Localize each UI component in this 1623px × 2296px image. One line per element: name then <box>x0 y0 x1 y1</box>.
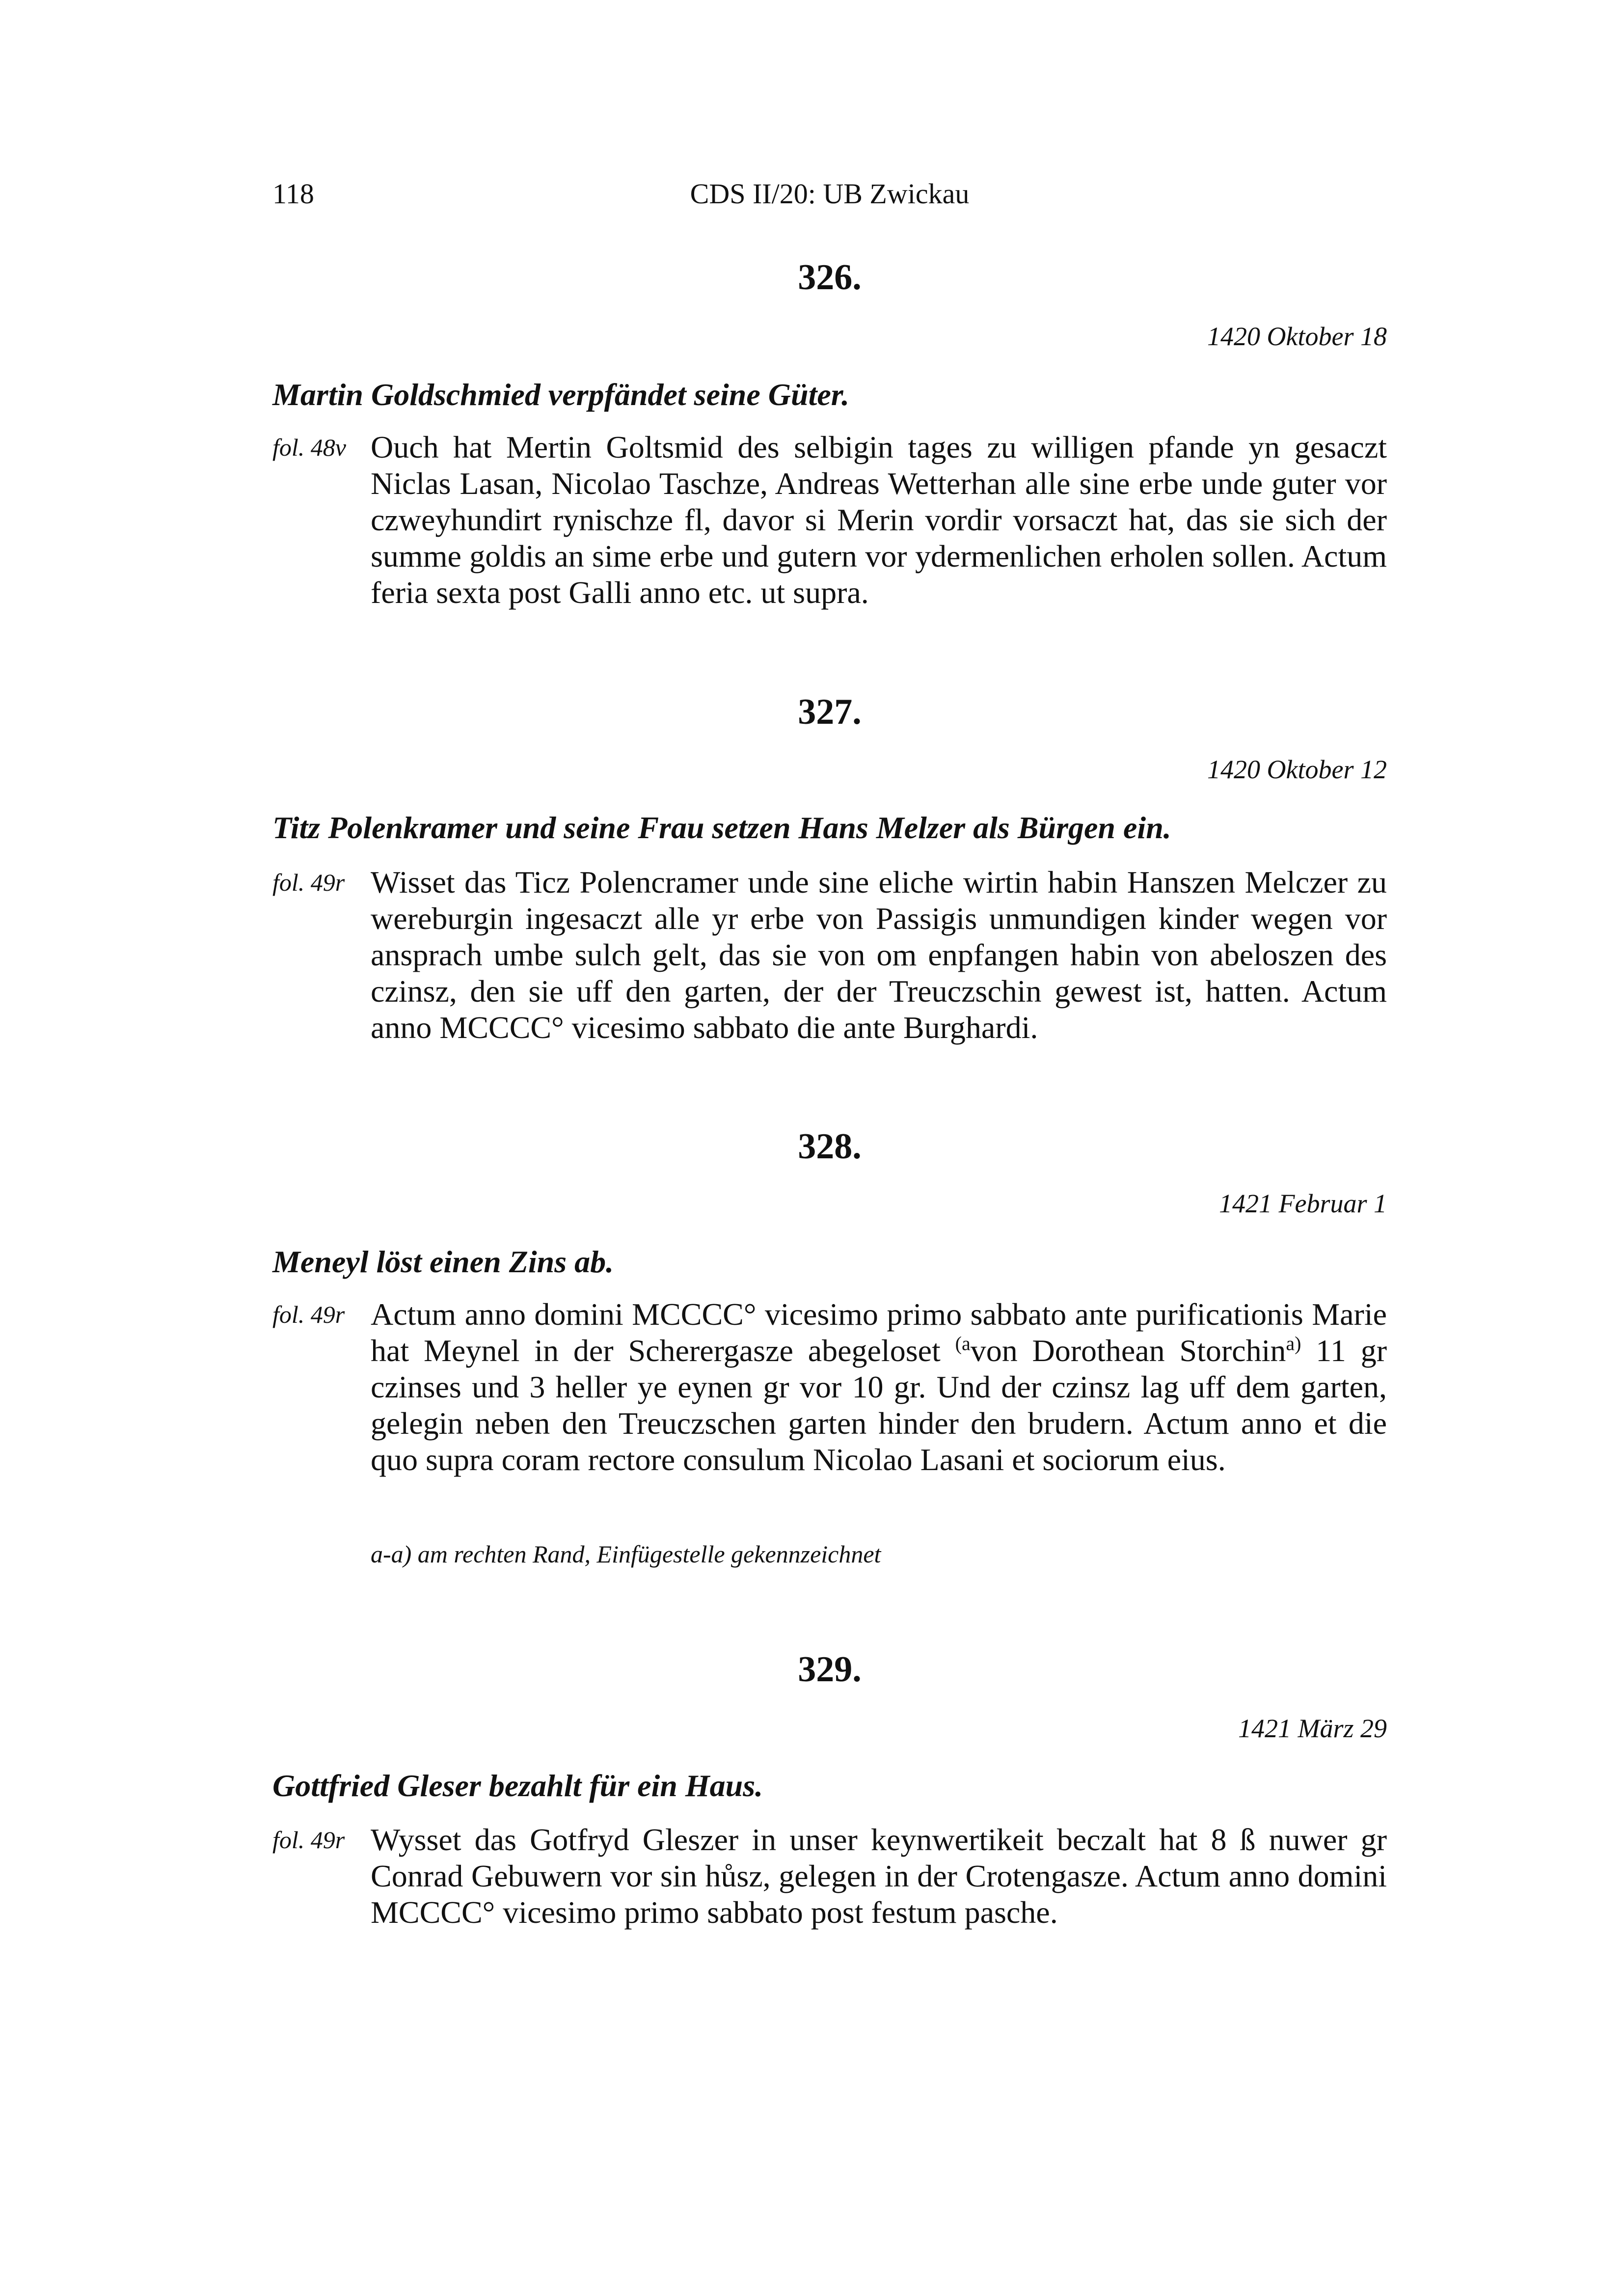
entry-text: Ouch hat Mertin Goltsmid des selbigin tages zu willigen pfande yn gesaczt Niclas Lasan, Nicolao Taschze, Andreas Wetterhan alle sine erbe unde guter vor czweyhundirt rynischze fl, davor si Merin vordir vorsaczt hat, das sie sich der summe goldis an sime erbe und gutern vor ydermenlichen erholen sollen. Actum feria sexta post Galli anno etc. ut supra. <box>371 430 1387 610</box>
entry-date: 1421 Februar 1 <box>1219 1189 1387 1218</box>
entry-date: 1420 Oktober 18 <box>1207 322 1387 351</box>
entry-heading: Titz Polenkramer und seine Frau setzen Hans Melzer als Bürgen ein. <box>272 810 1171 845</box>
entry-heading: Martin Goldschmied verpfändet seine Güter. <box>272 377 850 412</box>
page-number: 118 <box>272 178 314 210</box>
insertion-mark-open: (a <box>955 1332 971 1355</box>
running-header <box>272 174 1387 214</box>
entry-text: Wysset das Gotfryd Gleszer in unser keynwertikeit beczalt hat 8 ß nuwer gr Conrad Gebuwern vor sin hůsz, gelegen in der Crotengasze. Actum anno domini MCCCC° vicesimo primo sabbato post festum pasche. <box>371 1822 1387 1930</box>
folio-reference: fol. 49r <box>272 1301 345 1328</box>
entry-text <box>371 1296 1387 1478</box>
entry-heading: Gottfried Gleser bezahlt für ein Haus. <box>272 1768 763 1803</box>
entry-number: 328. <box>798 1126 862 1167</box>
folio-reference: fol. 49r <box>272 1826 345 1854</box>
entry-number: 326. <box>798 257 862 298</box>
insertion-mark-close: a) <box>1286 1332 1301 1355</box>
marginal-insertion-text: von Dorothean Storchin <box>970 1333 1286 1368</box>
entry-number: 329. <box>798 1649 862 1690</box>
footnote: a-a) am rechten Rand, Einfügestelle gekennzeichnet <box>371 1540 881 1568</box>
entry-text: Wisset das Ticz Polencramer unde sine eliche wirtin habin Hanszen Melczer zu wereburgin ingesaczt alle yr erbe von Passigis unmundigen kinder wegen vor ansprach umbe sulch gelt, das sie von om enpfangen habin von abeloszen des czinsz, den sie uff den garten, der der Treuczschin gewest ist, hatten. Actum anno MCCCC° vicesimo sabbato die ante Burghardi. <box>371 865 1387 1045</box>
folio-reference: fol. 49r <box>272 869 345 896</box>
entry-heading: Meneyl löst einen Zins ab. <box>272 1244 614 1279</box>
entry-number: 327. <box>798 692 862 732</box>
entry-text-part: 11 gr czinses und 3 heller ye eynen gr vor 10 gr. Und der czinsz lag uff dem garten, gelegin neben den Treuczschen garten hinder den brudern. Actum anno et die quo supra coram rectore consulum Nicolao Lasani et sociorum eius. <box>371 1333 1387 1477</box>
entry-date: 1420 Oktober 12 <box>1207 755 1387 784</box>
folio-reference: fol. 48v <box>272 434 346 461</box>
entry-date: 1421 März 29 <box>1238 1714 1387 1743</box>
entry-text-part: Actum anno domini MCCCC° vicesimo primo sabbato ante purificationis Marie hat Meynel in der Scherergasze abegeloset <box>371 1297 1387 1368</box>
journal-title: CDS II/20: UB Zwickau <box>690 178 970 210</box>
